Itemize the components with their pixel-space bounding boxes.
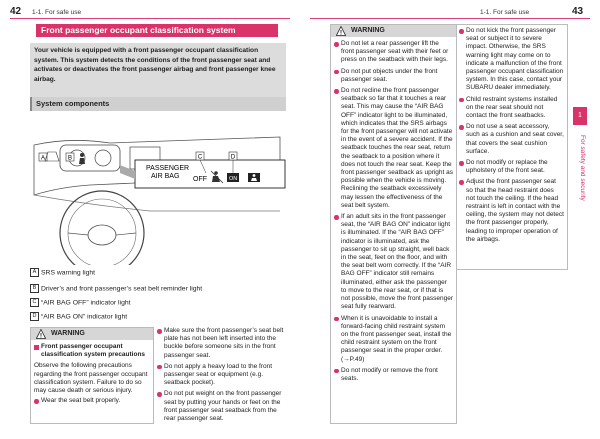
col3-bullet-3: Do not recline the front passenger seatback so far that it touches a rear seat. This may cause the “AIR BAG OFF” indicator light to be illuminated, which indicates that the SRS airbags for the front passenger will not activate in the event of a severe accident. If the seatback touches the rear seat, return the seatback to a position where it does not touch the rear seat. Keep the front passenger seatback as upright as possible when the vehicle is moving. Reclining the seatback excessively may lessen the effectiveness of the seat belt system. bbox=[334, 87, 453, 210]
warning-triangle-icon bbox=[36, 329, 46, 339]
warning-left-content bbox=[31, 340, 153, 405]
svg-text:D: D bbox=[230, 154, 236, 161]
col2-bullet-3: Do not put weight on the front passenger seat by putting your hands or feet on the front passenger seat seatback from the rear passenger seat. bbox=[157, 390, 285, 423]
legend-key-b: B bbox=[30, 284, 39, 293]
left-header-rule bbox=[10, 18, 290, 19]
dashboard-illustration bbox=[30, 115, 286, 265]
col2-bullet-2: Do not apply a heavy load to the front passenger seat or equipment (e.g. seatback pocket). bbox=[157, 363, 285, 388]
legend-text-d: “AIR BAG ON” indicator light bbox=[41, 313, 128, 321]
left-section-title: 1-1. For safe use bbox=[32, 9, 82, 16]
warning-header-left bbox=[31, 328, 153, 340]
svg-text:!: ! bbox=[40, 333, 42, 339]
svg-text:!: ! bbox=[340, 30, 342, 36]
warning-triangle-icon bbox=[336, 26, 346, 36]
col4-bullet-1: Do not kick the front passenger seat or subject it to severe impact. Otherwise, the SRS warning light may come on to indicate a malfunction of the front passenger occupant classification system. In this case, contact your SUBARU dealer immediately. bbox=[459, 27, 564, 93]
chapter-label: For safety and security bbox=[579, 135, 586, 201]
airbag-on-label: ON bbox=[229, 176, 238, 182]
col3-bullet-1: Do not let a rear passenger lift the front passenger seat with their feet or press on the seatback with their legs. bbox=[334, 40, 453, 65]
col4-bullet-3: Do not use a seat accessory, such as a cushion and seat cover, that covers the seat cushion surface. bbox=[459, 123, 564, 156]
legend-text-c: “AIR BAG OFF” indicator light bbox=[41, 299, 131, 307]
legend-key-c: C bbox=[30, 298, 39, 307]
column-2-bullets bbox=[157, 327, 285, 426]
airbag-off-label: OFF bbox=[193, 176, 207, 183]
left-page-number: 42 bbox=[10, 6, 22, 17]
legend-key-d: D bbox=[30, 312, 39, 321]
intro-text: Your vehicle is equipped with a front passenger occupant classification system. This system detects the conditions of the front passenger seat and activates or deactivates the front passenger airbag and front passenger knee airbag. bbox=[30, 43, 286, 101]
warning-box-right bbox=[330, 24, 457, 424]
legend-text-b: Driver’s and front passenger’s seat belt reminder light bbox=[41, 285, 203, 293]
warning-box-left bbox=[30, 327, 154, 424]
col4-bullet-5: Adjust the front passenger seat so that the head restraint does not touch the ceiling. If the head restraint is left in contact with the ceiling, the system may not detect the front passenger properly, leading to improper operation of the airbags. bbox=[459, 178, 564, 244]
page-title: Front passenger occupant classification system bbox=[36, 24, 278, 37]
col3-bullet-4: If an adult sits in the front passenger seat, the “AIR BAG ON” indicator light is illuminated. If the “AIR BAG OFF” indicator is illuminated, ask the passenger to sit up straight, well back in the seat, feet on the floor, and with the seat belt worn correctly. If the “AIR BAG OFF” indicator still remains illuminated, either ask the passenger to move to the rear seat, or if that is not possible, move the front passenger seat fully rearward. bbox=[334, 213, 453, 311]
warning-label-left: WARNING bbox=[51, 330, 85, 337]
col3-bullet-5: When it is unavoidable to install a forward-facing child restraint system on the front passenger seat, install the child restraint system on the front passenger seat in the proper order. (→P.49) bbox=[334, 315, 453, 364]
col3-bullet-2: Do not put objects under the front passenger seat. bbox=[334, 68, 453, 84]
system-components-heading: System components bbox=[30, 97, 286, 111]
passenger-airbag-label-line1: PASSENGER bbox=[146, 165, 190, 172]
dashboard-drawing bbox=[30, 115, 286, 265]
warning-left-subheading: Front passenger occupant classification system precautions bbox=[34, 343, 150, 359]
col3-bullet-6: Do not modify or remove the front seats. bbox=[334, 367, 453, 383]
col2-bullet-1: Make sure the front passenger’s seat belt plate has not been left inserted into the buckle before someone sits in the front passenger seat. bbox=[157, 327, 285, 360]
right-page-number: 43 bbox=[572, 6, 584, 17]
legend-item-c bbox=[30, 298, 131, 307]
legend-item-b bbox=[30, 284, 202, 293]
warning-left-body: Observe the following precautions regarding the front passenger occupant classification system. Failure to do so may cause death or serious injury. bbox=[34, 362, 148, 395]
svg-text:B: B bbox=[67, 155, 73, 162]
legend-item-d bbox=[30, 312, 127, 321]
warning-right-content bbox=[331, 37, 456, 383]
svg-text:A: A bbox=[40, 155, 46, 162]
svg-text:C: C bbox=[197, 154, 203, 161]
legend-key-a: A bbox=[30, 268, 39, 277]
warning-left-bullet: Wear the seat belt properly. bbox=[34, 397, 150, 405]
legend-text-a: SRS warning light bbox=[41, 269, 96, 277]
right-header-rule bbox=[310, 18, 590, 19]
passenger-airbag-label-line2: AIR BAG bbox=[151, 173, 180, 180]
col4-bullet-4: Do not modify or replace the upholstery of the front seat. bbox=[459, 159, 564, 175]
column-4-bullets bbox=[456, 24, 568, 270]
warning-header-right bbox=[331, 25, 456, 37]
col4-bullet-2: Child restraint systems installed on the rear seat should not contact the front seatbacks. bbox=[459, 96, 564, 121]
legend-item-a bbox=[30, 268, 95, 277]
chapter-tab[interactable]: 1 bbox=[573, 107, 587, 125]
warning-label-right: WARNING bbox=[351, 27, 385, 34]
right-section-title: 1-1. For safe use bbox=[480, 9, 530, 16]
